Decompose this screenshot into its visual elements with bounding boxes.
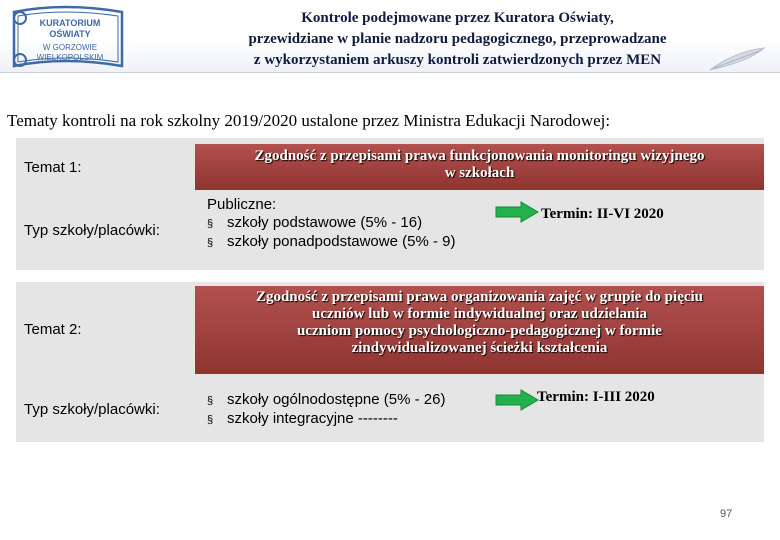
topic-2-label: Temat 2: <box>24 321 82 338</box>
arrow-right-icon <box>495 389 539 411</box>
list-item: § szkoły ogólnodostępne (5% - 26) <box>207 391 446 408</box>
intro-text: Tematy kontroli na rok szkolny 2019/2020 ustalone przez Ministra Edukacji Narodowej: <box>7 111 611 130</box>
title-line: z wykorzystaniem arkuszy kontroli zatwierdzonych przez MEN <box>253 52 662 68</box>
page-title <box>180 8 735 71</box>
topic-1-title <box>195 144 764 190</box>
logo-line-1: KURATORIUM <box>39 18 101 28</box>
bullet-icon: § <box>207 414 214 426</box>
title-line: Kontrole podejmowane przez Kuratora Oświaty, <box>301 10 614 26</box>
topic-2-title-line: uczniów lub w formie indywidualnej oraz udzielania <box>311 306 648 322</box>
topic-2-title <box>195 286 764 374</box>
topic-2-type-label: Typ szkoły/placówki: <box>24 401 160 418</box>
topic-1-type-label: Typ szkoły/placówki: <box>24 222 160 239</box>
topic-1-label: Temat 1: <box>24 159 82 176</box>
topic-1-heading: Publiczne: <box>207 196 277 213</box>
topic-2-school-list <box>207 391 445 429</box>
topic-2-title-line: zindywidualizowanej ścieżki kształcenia <box>351 340 608 356</box>
topic-1-title-line: w szkołach <box>444 165 515 181</box>
list-item: § szkoły integracyjne -------- <box>207 410 398 427</box>
list-item: § szkoły ponadpodstawowe (5% - 9) <box>207 233 456 250</box>
topic-1-school-list <box>207 196 455 252</box>
topic-2-term: Termin: I-III 2020 <box>537 389 655 405</box>
logo-line-3: W GORZOWIE <box>42 43 98 52</box>
topic-1-title-line: Zgodność z przepisami prawa funkcjonowania monitoringu wizyjnego <box>254 148 705 164</box>
list-item: § szkoły podstawowe (5% - 16) <box>207 214 423 231</box>
bullet-icon: § <box>207 395 214 407</box>
quill-icon <box>706 46 768 74</box>
topic-2-title-line: uczniom pomocy psychologiczno-pedagogicznej w formie <box>297 323 662 339</box>
bullet-icon: § <box>207 237 214 249</box>
arrow-right-icon <box>495 201 539 223</box>
page-number: 97 <box>720 508 733 520</box>
bullet-icon: § <box>207 218 214 230</box>
topic-1-term: Termin: II-VI 2020 <box>541 206 664 222</box>
topic-2-title-line: Zgodność z przepisami prawa organizowania zajęć w grupie do pięciu <box>255 289 704 305</box>
logo-line-4: WIELKOPOLSKIM <box>36 53 104 62</box>
logo-line-2: OŚWIATY <box>49 29 91 39</box>
slide-header <box>0 0 780 73</box>
title-line: przewidziane w planie nadzoru pedagogicznego, przeprowadzane <box>248 31 667 47</box>
kuratorium-logo <box>4 4 130 80</box>
